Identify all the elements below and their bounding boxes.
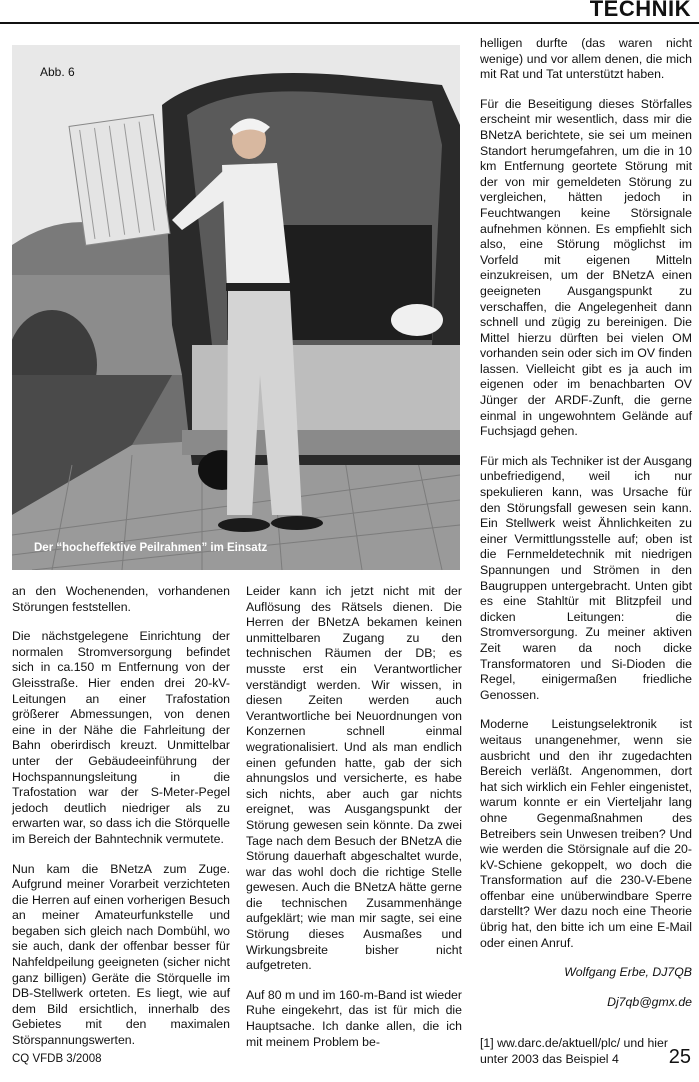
header-rule xyxy=(0,22,699,24)
paragraph: Für die Beseitigung dieses Störfalles erscheint mir wesentlich, dass mir die BNetzA berichtete, sie sei um meinen Standort herumgefahren, um die in 10 km Entfernung geortete Störung mit der von mir gemeldeten Störung zu vergleichen, hätten jedoch in Feuchtwangen keine Störsignale aufnehmen können. Es empfiehlt sich also, eine Störung möglichst im Vorfeld mit eigenen Mitteln einzukreisen, um der BNetzA einen geeigneten Ausgangspunkt zu verschaffen, die Angelegenheit dann schnell und zügig zu bereinigen. Die Mittel hierzu dürften bei vielen OM vorhanden sein oder sich im OV finden lassen. Vielleicht gibt es ja auch im eigenen oder im benachbarten OV Jünger der ARDF-Zunft, die gerne einmal in ungewohntem Gelände auf Fuchsjagd gehen. xyxy=(480,96,692,439)
journal-issue: CQ VFDB 3/2008 xyxy=(12,1053,102,1065)
paragraph: Nun kam die BNetzA zum Zuge. Aufgrund meiner Vorarbeit verzichteten die Herren auf einen vorherigen Besuch an meiner Amateurfunkstelle und begaben sich gleich nach Dombühl, wo sie auch, dank der offenbar besser für Nahfeldpeilung geeigneten (sicher nicht ganz billigen) Geräte die Störquelle im DB-Stellwerk orteten. Es liegt, wie auf dem Bild ersichtlich, innerhalb des Gebietes mit den maximalen Störspannungswerten. xyxy=(12,861,230,1048)
footnote: [1] ww.darc.de/aktuell/plc/ und hier unter 2003 das Beispiel 4 xyxy=(480,1036,668,1067)
paragraph: helligen durfte (das waren nicht wenige) und vor allem denen, die mich mit Rat und Tat unterstützt haben. xyxy=(480,36,692,82)
photo-illustration xyxy=(12,45,460,570)
figure-label: Abb. 6 xyxy=(40,65,75,79)
paragraph: Moderne Leistungselektronik ist weitaus unangenehmer, wenn sie ausbricht und den ihr zugedachten Bereich verläßt. Angenommen, dort hat sich wirklich ein Fehler eingenistet, warum konnte er ein Vierteljahr lang ohne Gegenmaßnahmen des Betreibers sein Unwesen treiben? Und wie werden die Störsignale auf die 20-kV-Schiene gekoppelt, wo doch die Transformation auf die 230-V-Ebene offenbar eine unüberwindbare Sperre darstellt? Wer dazu noch eine Theorie übrig hat, den bitte ich um eine E-Mail oder einen Anruf. xyxy=(480,717,692,950)
section-title: TECHNIK xyxy=(589,0,691,21)
page-number: 25 xyxy=(668,1046,691,1068)
paragraph: Leider kann ich jetzt nicht mit der Auflösung des Rätsels dienen. Die Herren der BNetzA bekamen keinen unmittelbaren Zugang zu den technischen Räumen der DB; es musste erst ein Verantwortlicher verständigt werden. Wir wissen, in diesen Zeiten werden auch Verantwortliche bei Neuordnungen von Konzernen schnell einmal wegrationalisiert. Und als man endlich einen gefunden hatte, gab der sich ahnungslos und versicherte, es habe sich nichts, aber auch gar nichts ereignet, was Ausgangspunkt der Störung gewesen sein könnte. Da zwei Tage nach dem Besuch der BNetzA die Störung dauerhaft abgeschaltet wurde, war das wohl doch die richtige Stelle gewesen. Auch die BNetzA hätte gerne die technischen Zusammenhänge aufgeklärt; wie man mir sagte, sei eine Störung dieses Ausmaßes und Wirkungsbreite bisher nicht aufgetreten. xyxy=(246,584,462,973)
paragraph: Auf 80 m und im 160-m-Band ist wieder Ruhe eingekehrt, das ist für mich die Hauptsache. Ich danke allen, die ich mit meinem Problem be- xyxy=(246,987,462,1049)
paragraph: an den Wochenenden, vorhandenen Störungen feststellen. xyxy=(12,584,230,614)
figure-photo xyxy=(12,45,460,570)
column-2 xyxy=(246,584,462,1064)
paragraph: Für mich als Techniker ist der Ausgang unbefriedigend, weil ich nur spekulieren kann, was Ursache für den Störungsfall gewesen sein kann. Ein Stellwerk weist Ähnlichkeiten zu einer Vermittlungsstelle auf; oben ist die Fernmeldetechnik mit niedrigen Spannungen und Strömen in den Baugruppen untergebracht. Unten gibt es eine Stahltür mit Blitzpfeil und dicken Leitungen: die Stromversorgung. Zu meiner aktiven Zeit waren da noch dicke Transformatoren und Si-Dioden die Regel, einigermaßen friedliche Genossen. xyxy=(480,453,692,702)
paragraph: Die nächstgelegene Einrichtung der normalen Stromversorgung befindet sich in ca.150 m Entfernung von der Gleisstraße. Hier enden drei 20-kV-Leitungen an einer Trafostation größerer Abmessungen, von denen eine in der Nähe die Fahrleitung der Bahn oberirdisch kreuzt. Unmittelbar unter der Gebäudeeinführung der Hochspannungsleitung in die Trafostation war der S-Meter-Pegel jedoch deutlich niedriger als zu erwarten war, so dass ich die Störquelle im Bereich der Bahntechnik vermutete. xyxy=(12,629,230,846)
column-1 xyxy=(12,584,230,1063)
author-email: Dj7qb@gmx.de xyxy=(607,994,692,1009)
column-3 xyxy=(480,36,692,1082)
author-name: Wolfgang Erbe, DJ7QB xyxy=(564,965,692,980)
figure-caption: Der “hocheffektive Peilrahmen” im Einsatz xyxy=(34,542,268,554)
